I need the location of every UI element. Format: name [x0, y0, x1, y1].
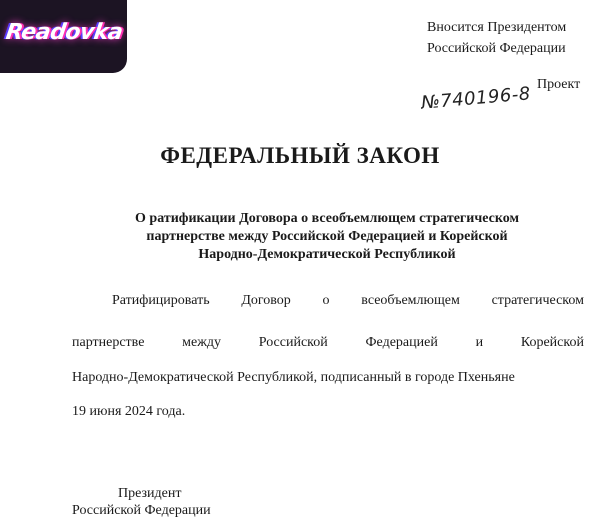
readovka-logo — [0, 0, 127, 73]
subject-line3: Народно-Демократической Республикой — [198, 247, 456, 262]
body-word: между — [182, 335, 222, 350]
body-word: стратегическом — [491, 293, 584, 308]
body-line3: Народно-Демократической Республикой, подписанный в городе Пхеньяне — [72, 370, 515, 385]
body-word: о — [322, 293, 330, 308]
body-word: Корейской — [520, 335, 584, 350]
body-word: и — [475, 335, 484, 350]
signature-block — [72, 485, 211, 519]
body-word: Ратифицировать — [112, 293, 210, 308]
body-line2 — [72, 335, 584, 351]
body-word: всеобъемлющем — [361, 293, 460, 308]
submitted-by-line2: Российской Федерации — [427, 41, 566, 56]
logo-text: Readovka — [4, 20, 125, 45]
body-line1 — [112, 293, 584, 309]
submitted-by-line1: Вносится Президентом — [427, 20, 567, 35]
subject-line1: О ратификации Договора о всеобъемлющем стратегическом — [135, 211, 519, 226]
signature-title: Президент — [118, 486, 182, 501]
law-title: ФЕДЕРАЛЬНЫЙ ЗАКОН — [160, 143, 440, 168]
body-word: Договор — [241, 293, 291, 308]
document-status: Проект — [537, 77, 581, 92]
law-subject — [92, 210, 562, 264]
registration-number: №740196-8 — [420, 83, 532, 114]
body-word: Российской — [258, 335, 328, 350]
submitted-by-block — [427, 17, 597, 59]
body-word: партнерстве — [72, 335, 145, 350]
body-line4: 19 июня 2024 года. — [72, 404, 186, 419]
subject-line2: партнерстве между Российской Федерацией и Корейской — [146, 229, 508, 244]
body-word: Федерацией — [365, 335, 438, 350]
signature-org: Российской Федерации — [72, 503, 211, 518]
